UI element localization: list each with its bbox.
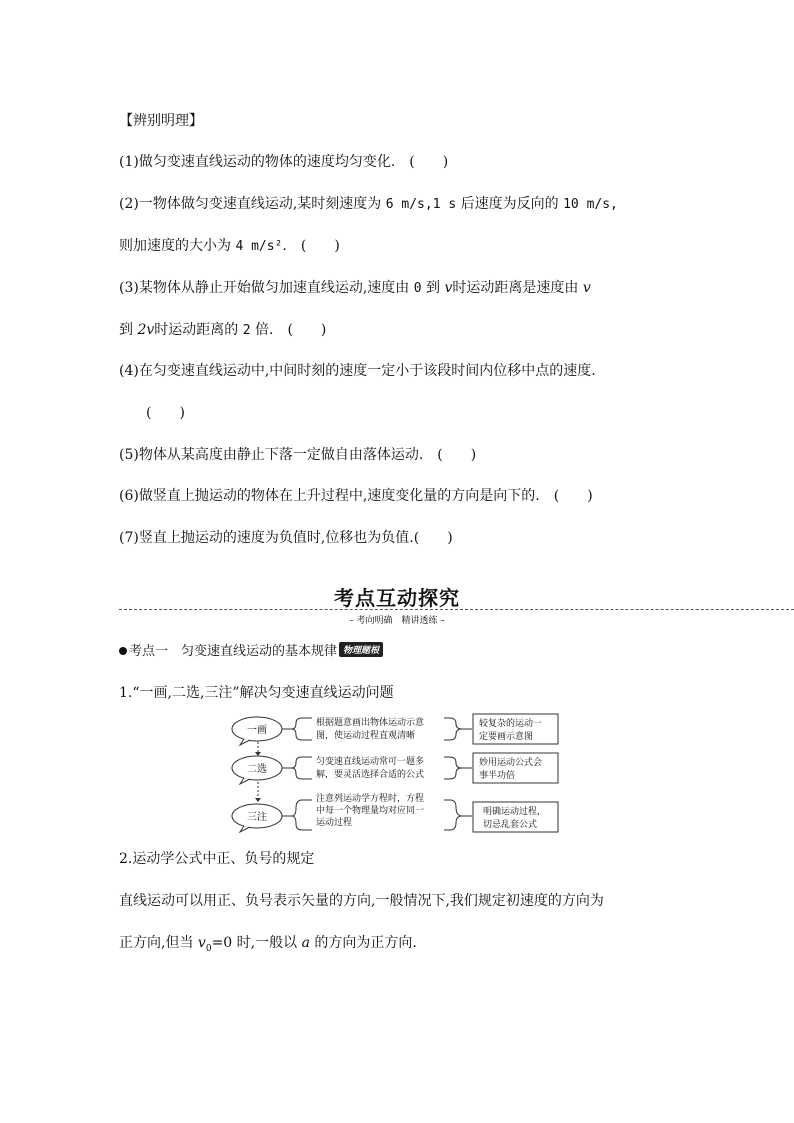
topic-tag: 物理题根 — [339, 642, 383, 657]
step-3-desc-line-1: 注意列运动学方程时，方程 — [316, 794, 425, 804]
item-2-text-c: 则加速度的大小为 — [119, 238, 231, 254]
bubble-step-2 — [232, 756, 282, 784]
item-4-paren: ( ) — [146, 405, 185, 421]
arrow-down-icon — [255, 798, 261, 802]
bubble-1-label: 一画 — [247, 725, 267, 736]
item-2-text-a: (2)一物体做匀变速直线运动,某时刻速度为 — [119, 196, 382, 212]
item-5: (5)物体从某高度由静止下落一定做自由落体运动. ( ) — [119, 447, 477, 463]
item-3-two: 2 — [242, 323, 251, 338]
arrow-down-icon — [255, 752, 261, 756]
note-1-line-1: 较复杂的运动一 — [479, 719, 543, 729]
step-1-desc-line-1: 根据题意画出物体运动示意 — [316, 718, 425, 728]
note-3-line-1: 明确运动过程， — [483, 807, 547, 817]
v0-symbol: v — [197, 935, 206, 951]
point-2: 2.运动学公式中正、负号的规定 — [119, 851, 315, 867]
step-2-desc-line-2: 解，要灵活选择合适的公式 — [316, 770, 425, 780]
item-3-zero: 0 — [413, 281, 422, 296]
banner-title: 考点互动探究 — [334, 586, 460, 610]
point-1: 1.“一画,二选,三注”解决匀变速直线运动问题 — [119, 685, 394, 701]
item-2-accel: 4 m/s² — [235, 239, 283, 254]
item-2-line-2 — [119, 235, 340, 255]
item-2-line-1 — [119, 193, 618, 213]
topic-heading — [119, 640, 383, 659]
item-3-text-c: 时运动距离是速度由 — [452, 280, 579, 296]
topic-label: 考点一 匀变速直线运动的基本规律 — [129, 644, 338, 659]
item-3-line-2 — [119, 319, 326, 339]
note-2-line-2: 事半功倍 — [479, 771, 516, 781]
item-3-line-1 — [119, 277, 591, 297]
item-3-v2: v — [582, 280, 591, 296]
item-4: (4)在匀变速直线运动中,中间时刻的速度一定小于该段时间内位移中点的速度. — [119, 363, 596, 379]
paragraph-line-2 — [119, 932, 417, 954]
item-3-v: v — [444, 280, 453, 296]
banner-subtitle: – 考向明确 精讲透练 – — [349, 616, 445, 626]
paragraph-text-a: 正方向,但当 — [119, 935, 194, 951]
item-1: (1)做匀变速直线运动的物体的速度均匀变化. ( ) — [119, 154, 449, 170]
step-3-desc-line-3: 运动过程 — [316, 818, 353, 828]
paragraph-text-c: 的方向为正方向. — [314, 935, 417, 951]
item-6: (6)做竖直上抛运动的物体在上升过程中,速度变化量的方向是向下的. ( ) — [119, 488, 593, 504]
item-3-text-d: 到 — [119, 322, 133, 338]
v0-subscript: 0 — [205, 943, 212, 954]
item-2-text-b: 后速度为反向的 — [460, 196, 559, 212]
item-2-value-2: 10 m/s, — [563, 197, 618, 212]
item-3-text-f: 倍. ( ) — [255, 322, 327, 338]
bubble-step-3 — [232, 804, 282, 832]
note-2-line-1: 妙用运动公式会 — [479, 758, 543, 768]
step-2-desc-line-1: 匀变速直线运动常可一题多 — [316, 757, 425, 767]
section-heading: 【辨别明理】 — [119, 113, 203, 129]
item-3-text-a: (3)某物体从静止开始做匀加速直线运动,速度由 — [119, 280, 410, 296]
paragraph-text-b: =0 时,一般以 — [211, 935, 298, 951]
step-3-desc-line-2: 中每一个物理量均对应同一 — [316, 806, 425, 816]
step-1-desc-line-2: 图，使运动过程直观清晰 — [316, 731, 416, 741]
paragraph-line-1: 直线运动可以用正、负号表示矢量的方向,一般情况下,我们规定初速度的方向为 — [119, 893, 604, 909]
item-3-text-b: 到 — [426, 280, 441, 296]
bubble-3-label: 三注 — [247, 812, 267, 823]
item-3-2v: 2v — [137, 322, 155, 338]
banner-divider — [119, 609, 794, 610]
item-3-text-e: 时运动距离的 — [154, 322, 239, 338]
a-symbol: a — [301, 935, 310, 951]
item-7: (7)竖直上抛运动的速度为负值时,位移也为负值.( ) — [119, 530, 453, 546]
item-2-text-d: . ( ) — [282, 238, 340, 254]
note-1-line-2: 定要画示意图 — [479, 732, 534, 742]
bubble-step-1 — [232, 717, 282, 745]
item-2-value-1: 6 m/s,1 s — [385, 197, 457, 212]
note-3-line-2: 切忌乱套公式 — [483, 820, 538, 830]
topic-bullet-icon — [119, 647, 127, 655]
bubble-2-label: 二选 — [247, 764, 267, 775]
method-diagram — [230, 710, 570, 838]
